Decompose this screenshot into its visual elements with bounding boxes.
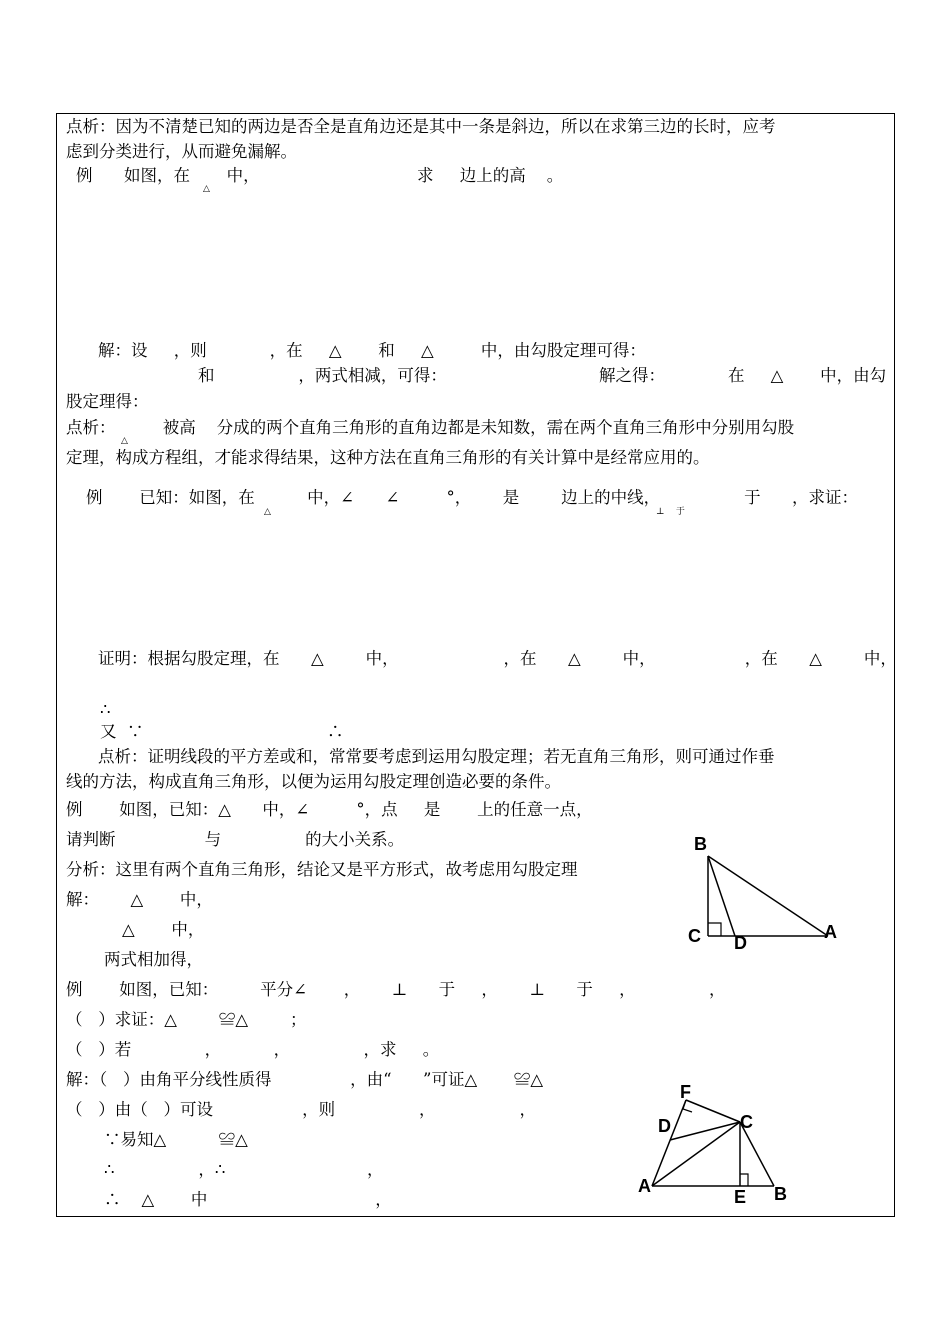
note-3-line-2: 线的方法，构成直角三角形，以便为运用勾股定理创造必要的条件。 [66, 772, 561, 791]
solution-3-line-2: △ 中， [122, 920, 205, 939]
triangle-subscript: △ [264, 507, 271, 517]
note-1-line-1: 点析：因为不清楚已知的两边是否全是直角边还是其中一条是斜边，所以在求第三边的长时，应考 [66, 117, 776, 136]
note-2-line-2: 定理，构成方程组，才能求得结果，这种方法在直角三角形的有关计算中是经常应用的。 [66, 448, 710, 467]
proof-because: 又 ∵ ∴ [100, 722, 344, 741]
label-e: E [734, 1187, 747, 1207]
solution-3-line-3: 两式相加得， [104, 950, 203, 969]
example-1: 例 如图，在 中， 求 边上的高 。 [76, 166, 564, 185]
example-2: 例 已知：如图，在 中，∠ ∠ °， 是 边上的中线， 于 ，求证： [86, 488, 859, 507]
label-f: F [680, 1082, 691, 1102]
proof-line-1: 证明：根据勾股定理，在 △ 中， ，在 △ 中， ，在 △ 中， [98, 649, 897, 668]
label-d: D [734, 933, 747, 953]
solution-4-line-1: 解：（ ）由角平分线性质得 ，由“ ”可证△ ≌△ [66, 1070, 544, 1089]
label-a: A [824, 922, 837, 942]
note-3-line-1: 点析：证明线段的平方差或和，常常要考虑到运用勾股定理；若无直角三角形，则可通过作垂 [98, 747, 775, 766]
example-3-question: 请判断 与 的大小关系。 [66, 830, 405, 849]
label-c: C [740, 1112, 753, 1132]
note-1-line-2: 虑到分类进行，从而避免漏解。 [66, 142, 297, 161]
example-4-part-1: （ ）求证：△ ≌△ ； [66, 1010, 307, 1029]
label-b: B [694, 834, 707, 854]
proof-therefore: ∴ [100, 700, 111, 719]
triangle-figure-1 [680, 830, 850, 955]
solution-1-line-3: 股定理得： [66, 392, 149, 411]
analysis: 分析：这里有两个直角三角形，结论又是平方形式，故考虑用勾股定理 [66, 860, 578, 879]
triangle-subscript: △ [203, 184, 210, 194]
example-4-part-2: （ ）若 ， ， ，求 。 [66, 1040, 440, 1059]
label-a: A [638, 1176, 651, 1196]
solution-4-line-5: ∴ △ 中 ， [104, 1190, 392, 1209]
solution-4-line-2: （ ）由（ ）可设 ，则 ， ， [66, 1100, 536, 1119]
solution-1-line-1: 解：设 ，则 ，在 △ 和 △ 中，由勾股定理可得： [98, 341, 646, 360]
solution-4-line-3: ∵易知△ ≌△ [104, 1130, 248, 1149]
perpendicular-subscript: ⊥ 于 [656, 507, 685, 517]
note-2-line-1: 点析： 被高 分成的两个直角三角形的直角边都是未知数，需在两个直角三角形中分别用勾股 [66, 418, 795, 437]
label-c: C [688, 926, 701, 946]
triangle-figure-2 [630, 1078, 810, 1210]
label-d: D [658, 1116, 671, 1136]
example-4: 例 如图，已知： 平分∠ ， ⊥ 于 ， ⊥ 于 ， ， [66, 980, 726, 999]
example-3: 例 如图，已知：△ 中，∠ °，点 是 上的任意一点， [66, 800, 593, 819]
solution-4-line-4: ∴ ，∴ ， [104, 1160, 384, 1179]
triangle-subscript: △ [121, 436, 128, 446]
solution-3-line-1: 解： △ 中， [66, 890, 213, 909]
label-b: B [774, 1184, 787, 1204]
solution-1-line-2: 和 ，两式相减，可得： 解之得： 在 △ 中，由勾 [198, 366, 887, 385]
